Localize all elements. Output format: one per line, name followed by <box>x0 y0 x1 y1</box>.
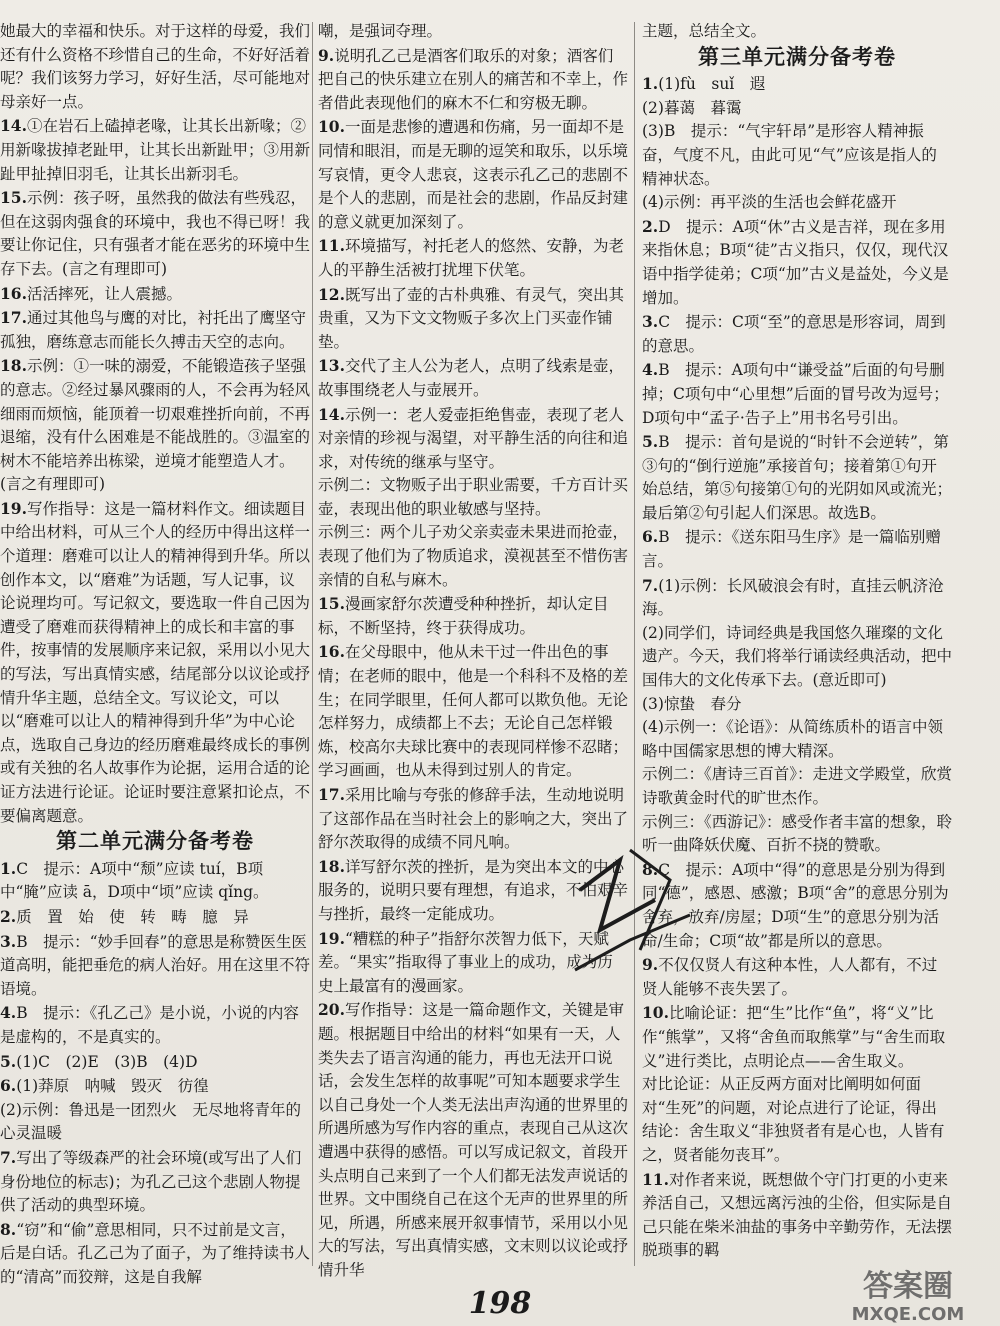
answer-number: 3. <box>0 931 17 951</box>
answer-item <box>318 115 628 234</box>
answer-text: 一面是悲惨的遭遇和伤痛，另一面却不是同情和眼泪，而是无聊的逗笑和取乐，以乐境写哀情，更令人悲哀，这表示孔乙己的悲剧不是个人的悲剧，而是社会的悲剧，作品反封建的意义就更加深刻了。 <box>318 118 629 231</box>
watermark-logo <box>820 1262 996 1324</box>
answer-text: 示例：孩子呀，虽然我的做法有些残忍，但在这弱肉强食的环境中，我也不得已呀！我要让你记住，只有强者才能在恶劣的环境中生存下去。(言之有理即可) <box>0 189 311 278</box>
answer-text: C 提示：A项中“颓”应读 tuí，B项中“腌”应读 ā，D项中“顷”应读 qǐng。 <box>0 859 269 902</box>
answer-number: 15. <box>318 594 345 614</box>
section-heading: 第二单元满分备考卷 <box>56 829 254 854</box>
answer-number: 3. <box>642 312 659 332</box>
answer-item <box>318 44 628 116</box>
answer-item <box>0 497 310 828</box>
answer-item <box>0 1050 310 1075</box>
answer-text: D 提示：A项“休”古义是吉祥，现在多用来指休息；B项“徒”古义指只，仅仅，现代汉语中指学徒弟；C项“加”古义是益处，今义是增加。 <box>642 217 949 307</box>
answer-item <box>0 186 310 281</box>
svg-text:MXQE.COM: MXQE.COM <box>851 1304 965 1324</box>
answer-text: 比喻论证：把“生”比作“鱼”，将“义”比作“熊掌”，又将“舍鱼而取熊掌”与“舍生而取义”进行类比，点明论点——舍生取义。 对比论证：从正反两方面对比阐明如何面对“生死”的问题，对论点进行了论证，得出结论：舍生取义“非独贤者有是心也，人皆有之，贤者能勿丧耳”。 <box>642 1004 946 1164</box>
answer-number: 8. <box>0 1219 17 1239</box>
answer-item <box>318 234 628 282</box>
answer-text: 活活摔死，让人震撼。 <box>26 284 182 303</box>
page-number: 198 <box>468 1286 532 1321</box>
answer-text: “窃”和“偷”意思相同，只不过前是文言，后是白话。孔乙己为了面子，为了维持读书人的“清高”而狡辩，这是自我解 <box>0 1220 311 1286</box>
answer-number: 14. <box>318 404 345 424</box>
answer-text: 环境描写，衬托老人的悠然、安静，为老人的平静生活被打扰埋下伏笔。 <box>318 237 624 279</box>
answer-item <box>0 1001 310 1049</box>
answer-text: 说明孔乙己是酒客们取乐的对象；酒客们把自己的快乐建立在别人的痛苦和不幸上，作者借此表现他们的麻木不仁和穷极无聊。 <box>318 46 629 112</box>
answer-item <box>0 282 310 307</box>
answer-item <box>0 905 310 930</box>
answer-number: 6. <box>0 1076 17 1096</box>
answer-text: 交代了主人公为老人，点明了线索是壶，故事围绕老人与壶展开。 <box>318 357 624 399</box>
answer-text: B 提示：首句是说的“时针不会逆转”，第③句的“倒行逆施”承接首句；接着第①句开始总结，第⑤句接第①句的光阴如风或流光；最后第②句引起人们深思。故选B。 <box>642 433 953 522</box>
answer-number: 16. <box>0 283 27 303</box>
answer-item <box>318 592 628 640</box>
answer-number: 14. <box>0 116 27 136</box>
answer-text: B 提示：《送东阳马生序》是一篇临别赠言。 <box>642 528 941 571</box>
answer-item <box>318 640 628 783</box>
answer-number: 13. <box>318 356 345 376</box>
answer-text: C 提示：C项“至”的意思是形容词，周到的意思。 <box>642 313 946 355</box>
answer-number: 18. <box>0 356 27 376</box>
answer-item <box>642 1168 952 1263</box>
answer-text: B 提示：《孔乙己》是小说，小说的内容是虚构的，不是真实的。 <box>0 1004 299 1046</box>
answer-text: 详写舒尔茨的挫折，是为突出本文的中心服务的，说明只要有理想，有追求，不怕艰辛与挫折，最终一定能成功。 <box>318 857 629 923</box>
answer-item <box>642 20 952 44</box>
answer-item <box>318 403 628 593</box>
answer-number: 8. <box>642 859 659 879</box>
answer-number: 5. <box>642 432 659 452</box>
answer-number: 2. <box>642 216 659 236</box>
answer-item <box>0 857 310 905</box>
handwritten-mark <box>560 820 710 990</box>
answer-text: 不仅仅贤人有这种本性，人人都有，不过贤人能够不丧失罢了。 <box>642 956 938 998</box>
answer-number: 9. <box>642 955 659 975</box>
answer-item <box>0 306 310 354</box>
answer-text: 写出了等级森严的社会环境(或写出了人们身份地位的标志)；为孔乙己这个悲剧人物提供了活动的典型环境。 <box>0 1148 302 1215</box>
answer-number: 4. <box>642 360 659 380</box>
answer-text: ①在岩石上磕掉老喙，让其长出新喙；②用新喙拔掉老趾甲，让其长出新趾甲；③用新趾甲扯掉旧羽毛，让其长出新羽毛。 <box>0 117 311 183</box>
answer-text: 对作者来说，既想做个守门打更的小吏来养活自己，又想远离污浊的尘俗，但实际是自己只能在柴米油盐的事务中辛勤劳作，无法摆脱琐事的羁 <box>642 1170 953 1260</box>
answer-text: 通过其他鸟与鹰的对比，衬托出了鹰坚守孤独，磨练意志而能长久搏击天空的志向。 <box>0 309 306 351</box>
answer-item <box>318 283 628 355</box>
answer-number: 10. <box>642 1003 669 1023</box>
answer-text: 质 置 始 使 转 畴 臆 异 <box>16 907 249 926</box>
answer-text: 在父母眼中，他从未干过一件出色的事情；在老师的眼中，他是一个科科不及格的差生；在同学眼里，任何人都可以欺负他。无论怎样努力，成绩都上不去；无论自己怎样锻炼，校高尔夫球比赛中的表现同样惨不忍睹；学习画画，也从未得到过别人的肯定。 <box>318 643 629 780</box>
answer-text: 漫画家舒尔茨遭受种种挫折，却认定目标，不断坚持，终于获得成功。 <box>318 595 609 637</box>
answer-item <box>318 998 628 1282</box>
answer-number: 1. <box>642 74 659 94</box>
answer-item <box>318 20 628 44</box>
answer-item <box>0 1146 310 1218</box>
answer-item <box>642 1001 952 1167</box>
answer-number: 19. <box>0 498 27 518</box>
answer-text: 示例一：老人爱壶拒绝售壶，表现了老人对亲情的珍视与渴望，对平静生活的向往和追求，对传统的继承与坚守。 示例二：文物贩子出于职业需要，千方百计买壶，表现出他的职业敏感与坚持。 示例三：两个儿子劝父亲卖壶未果进而抢壶，表现了他们为了物质追求，漠视甚至不惜伤害亲情的自私与麻木。 <box>318 405 629 589</box>
answer-text: (1)C (2)E (3)B (4)D <box>16 1052 198 1071</box>
answer-item <box>642 574 952 858</box>
answer-number: 12. <box>318 284 345 304</box>
answer-number: 7. <box>0 1147 17 1167</box>
svg-text:答案圈: 答案圈 <box>863 1269 953 1304</box>
answer-number: 7. <box>642 575 659 595</box>
answer-number: 17. <box>318 785 345 804</box>
answer-item <box>318 354 628 402</box>
answer-number: 1. <box>0 858 17 878</box>
answer-number: 4. <box>0 1003 17 1023</box>
answer-number: 11. <box>642 1169 669 1189</box>
answer-number: 16. <box>318 642 345 662</box>
answer-text: (1)莽原 呐喊 毁灭 彷徨 (2)示例：鲁迅是一团烈火 无尽地将青年的心灵温暖 <box>0 1077 301 1143</box>
answer-number: 5. <box>0 1051 17 1071</box>
answer-number: 2. <box>0 906 17 926</box>
answer-number: 15. <box>0 188 27 208</box>
answer-text: 既写出了壶的古朴典雅、有灵气，突出其贵重，又为下文文物贩子多次上门买壶作铺垫。 <box>318 285 624 351</box>
answer-text: (1)fù suǐ 遐 (2)暮蔼 暮霭 (3)B 提示：“气宇轩昂”是形容人精神振奋，气度不凡，由此可见“气”应该是指人的精神状态。 (4)示例：再平淡的生活也会鲜花盛开 <box>642 75 937 212</box>
answer-text: 示例：①一味的溺爱，不能锻造孩子坚强的意志。②经过暴风骤雨的人，不会再为轻风细雨而烦恼，能顶着一切艰难挫折向前，不再退缩，没有什么困难是不能战胜的。③温室的树木不能培养出栋梁，逆境才能塑造人才。(言之有理即可) <box>0 357 311 494</box>
answer-text: “糟糕的种子”指舒尔茨智力低下，天赋差。“果实”指取得了事业上的成功，成为历史上最富有的漫画家。 <box>318 929 613 995</box>
answer-number: 9. <box>318 45 335 65</box>
answer-item <box>0 114 310 186</box>
answer-item <box>0 20 310 114</box>
answer-text: 嘲，是强词夺理。 <box>318 22 443 40</box>
answer-text: 主题，总结全文。 <box>642 22 767 40</box>
answer-item <box>642 72 952 215</box>
answer-text: 写作指导：这是一篇材料作文。细读题目中给出材料，可从三个人的经历中得出这样一个道理：磨难可以让人的精神得到升华。所以创作本文，以“磨难”为话题，写人记事，议论说理均可。写记叙文，要选取一件自己因为遭受了磨难而获得精神上的成长和丰富的事件，按事情的发展顺序来记叙，采用以小见大的写法，写出真情实感，结尾部分以议论或抒情升华主题，总结全文。写议论文，可以以“磨难可以让人的精神得到升华”为中心论点，选取自己身边的经历磨难最终成长的事例或有关独的名人故事作为论据，运用合适的论证方法进行论证。论证时要注意紧扣论点，不要偏离题意。 <box>0 499 311 825</box>
answer-text: 写作指导：这是一篇命题作文，关键是审题。根据题目中给出的材料“如果有一天，人类失去了语言沟通的能力，再也无法开口说话，会发生怎样的故事呢”可知本题要求学生以自己身处一个人类无法出声沟通的世界里的所遇所感为写作内容的重点，表现自己从这次遭遇中获得的感悟。可以写成记叙文，首段开头点明自己来到了一个人们都无法发声说话的世界。文中围绕自己在这个无声的世界里的所见，所遇，所感来展开叙事情节，采用以小见大的写法，写出真情实感，文末则以议论或抒情升华 <box>318 1001 629 1279</box>
answer-item <box>642 525 952 573</box>
answer-item <box>0 1074 310 1146</box>
answer-item <box>0 354 310 497</box>
answer-number: 11. <box>318 236 345 256</box>
column-2 <box>318 20 628 1282</box>
answer-number: 17. <box>0 308 27 328</box>
answer-number: 18. <box>318 856 345 876</box>
column-divider <box>312 22 313 1266</box>
answer-item <box>642 310 952 358</box>
answer-text: 采用比喻与夸张的修辞手法，生动地说明了这部作品在当时社会上的影响之大，突出了舒尔茨取得的成绩不同凡响。 <box>318 786 629 852</box>
column-1 <box>0 20 310 1289</box>
section-heading: 第三单元满分备考卷 <box>698 44 896 69</box>
answer-number: 19. <box>318 928 345 948</box>
answer-item <box>642 215 952 310</box>
answer-item <box>0 1218 310 1290</box>
answer-number: 6. <box>642 527 659 547</box>
column-3 <box>642 20 952 1263</box>
answer-number: 20. <box>318 1000 345 1020</box>
answer-item <box>642 358 952 430</box>
answer-text: C 提示：A项中“得”的意思是分别为得到同“德”，感恩、感激；B项“舍”的意思分别为舍弃，放弃/房屋；D项“生”的意思分别为活命/生命；C项“故”都是所以的意思。 <box>642 860 949 950</box>
answer-text: B 提示：A项句中“谦受益”后面的句号删掉；C项句中“心里想”后面的冒号改为逗号；D项句中“孟子·告子上”用书名号引出。 <box>642 361 949 427</box>
answer-item <box>0 930 310 1002</box>
answer-text: B 提示：“妙手回春”的意思是称赞医生医道高明，能把垂危的病人治好。用在这里不符语境。 <box>0 932 311 998</box>
answer-item <box>642 430 952 525</box>
answer-text: (1)示例：长风破浪会有时，直挂云帆济沧海。 (2)同学们，诗词经典是我国悠久璀璨的文化遗产。今天，我们将举行诵读经典活动，把中国伟大的文化传承下去。(意近即可) (3)惊蛰 春分 (4)示例一：《论语》：从简练质朴的语言中领略中国儒家思想的博大精深。 示例二：《唐诗三百首》：走进文学殿堂，欣赏诗歌黄金时代的旷世杰作。 示例三：《西游记》：感受作者丰富的想象，聆听一曲降妖伏魔、百折不挠的赞歌。 <box>642 576 953 855</box>
column-divider <box>634 22 635 1266</box>
answer-number: 10. <box>318 117 345 137</box>
answer-text: 她最大的幸福和快乐。对于这样的母爱，我们还有什么资格不珍惜自己的生命，不好好活着呢？我们该努力学习，好好生活，尽可能地对母亲好一点。 <box>0 22 311 111</box>
